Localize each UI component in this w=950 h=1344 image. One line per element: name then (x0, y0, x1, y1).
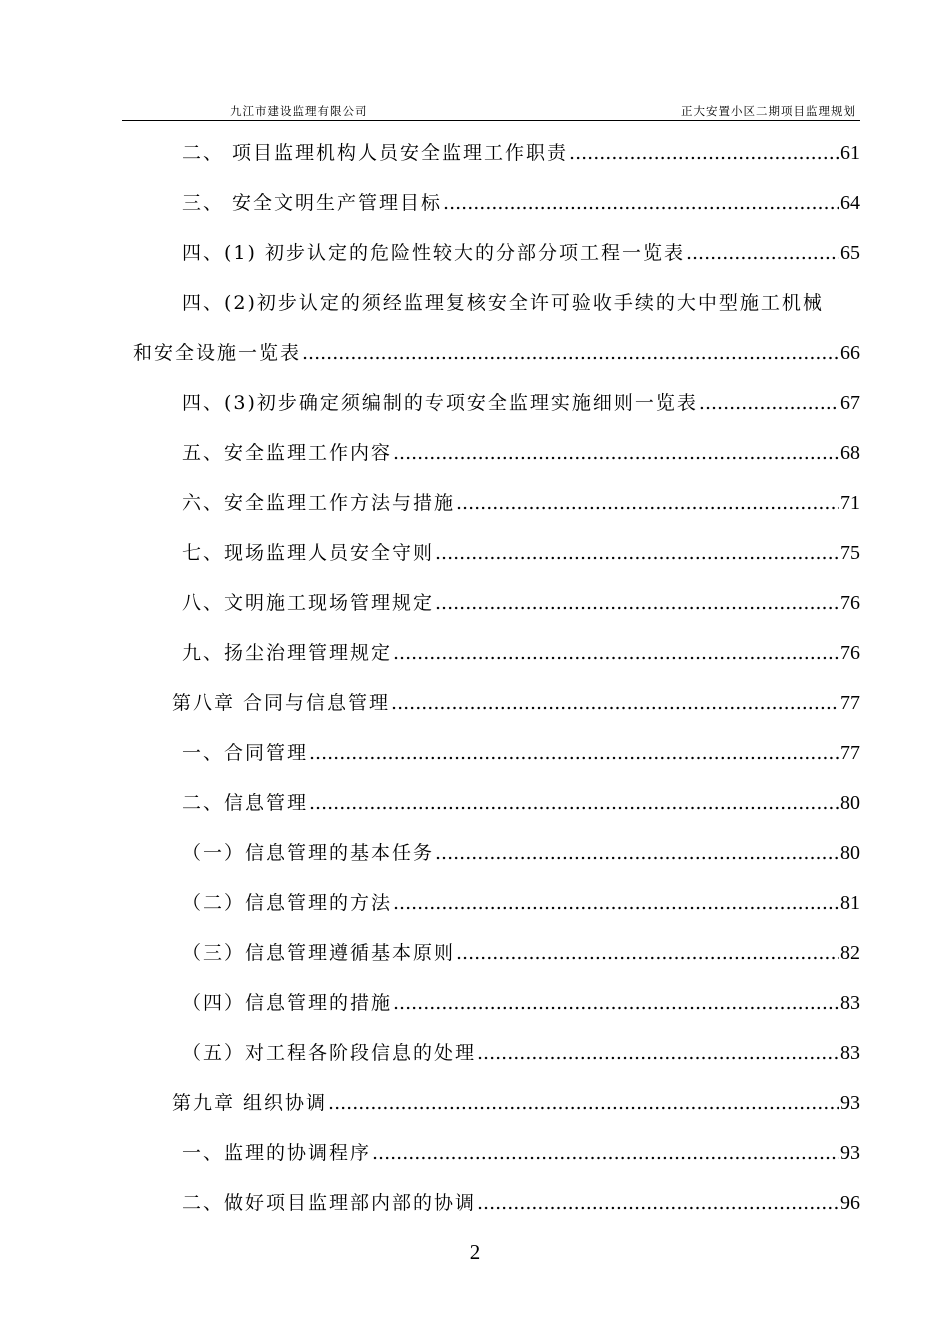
page-number: 2 (469, 1240, 481, 1264)
toc-entry[interactable] (182, 638, 860, 670)
toc-entry-page: 67 (840, 392, 860, 414)
toc-leader-dots (435, 842, 839, 864)
toc-leader-dots (391, 692, 839, 714)
toc-leader-dots (393, 892, 839, 914)
toc-entry-page: 83 (840, 992, 860, 1014)
toc-entry[interactable] (182, 1188, 860, 1220)
toc-entry-page: 71 (840, 492, 860, 514)
toc-entry-page: 93 (840, 1142, 860, 1164)
toc-entry-title: （三）信息管理遵循基本原则 (182, 942, 456, 964)
toc-entry-title-wrapped[interactable]: 四、(2)初步认定的须经监理复核安全许可验收手续的大中型施工机械 (182, 292, 824, 314)
toc-entry-title: 二、信息管理 (182, 792, 309, 814)
header-document-title: 正大安置小区二期项目监理规划 (681, 104, 856, 118)
toc-entry-title: 九、扬尘治理管理规定 (182, 642, 393, 664)
toc-leader-dots (393, 642, 839, 664)
header-company: 九江市建设监理有限公司 (230, 104, 368, 118)
toc-entry[interactable] (182, 838, 860, 870)
toc-entry-page: 76 (840, 642, 860, 664)
toc-leader-dots (456, 942, 839, 964)
toc-entry[interactable] (182, 138, 860, 170)
toc-leader-dots (435, 592, 839, 614)
toc-entry-title: 二、做好项目监理部内部的协调 (182, 1192, 477, 1214)
toc-entry-title: （四）信息管理的措施 (182, 992, 393, 1014)
toc-leader-dots (456, 492, 839, 514)
toc-entry-title: 七、现场监理人员安全守则 (182, 542, 435, 564)
toc-entry-page: 81 (840, 892, 860, 914)
toc-entry-page: 66 (840, 342, 860, 364)
toc-entry-title: 一、监理的协调程序 (182, 1142, 372, 1164)
toc-entry-title: 六、安全监理工作方法与措施 (182, 492, 456, 514)
toc-entry-title: （二）信息管理的方法 (182, 892, 393, 914)
toc-entry-page: 82 (840, 942, 860, 964)
toc-entry-page: 61 (840, 142, 860, 164)
toc-leader-dots (699, 392, 839, 414)
toc-entry-title: 三、 安全文明生产管理目标 (182, 192, 443, 214)
toc-entry-title: 五、安全监理工作内容 (182, 442, 393, 464)
toc-entry[interactable] (182, 388, 860, 420)
toc-entry[interactable] (182, 738, 860, 770)
toc-entry[interactable] (182, 188, 860, 220)
toc-leader-dots (372, 1142, 839, 1164)
toc-entry-title: 和安全设施一览表 (133, 342, 302, 364)
toc-entry-title: 二、 项目监理机构人员安全监理工作职责 (182, 142, 569, 164)
toc-entry-page: 93 (840, 1092, 860, 1114)
toc-chapter-entry[interactable] (172, 688, 860, 720)
toc-entry[interactable] (182, 1038, 860, 1070)
toc-leader-dots (393, 442, 839, 464)
toc-entry-page: 80 (840, 792, 860, 814)
toc-entry-page: 96 (840, 1192, 860, 1214)
toc-entry-title: 第九章 组织协调 (172, 1092, 328, 1114)
toc-entry-page: 83 (840, 1042, 860, 1064)
toc-entry[interactable] (182, 538, 860, 570)
toc-entry[interactable] (182, 888, 860, 920)
toc-leader-dots (393, 992, 839, 1014)
toc-entry-page: 68 (840, 442, 860, 464)
page-header (122, 100, 860, 121)
toc-entry-title: 四、(1) 初步认定的危险性较大的分部分项工程一览表 (182, 242, 685, 264)
toc-leader-dots (302, 342, 839, 364)
toc-entry-page: 64 (840, 192, 860, 214)
toc-entry-title: 八、文明施工现场管理规定 (182, 592, 435, 614)
toc-entry-title: （五）对工程各阶段信息的处理 (182, 1042, 477, 1064)
toc-entry[interactable] (182, 238, 860, 270)
toc-entry-page: 77 (840, 742, 860, 764)
toc-entry-page: 65 (840, 242, 860, 264)
toc-leader-dots (435, 542, 839, 564)
toc-leader-dots (569, 142, 839, 164)
toc-leader-dots (477, 1042, 839, 1064)
toc-entry[interactable] (182, 988, 860, 1020)
toc-entry-page: 80 (840, 842, 860, 864)
toc-entry[interactable] (182, 938, 860, 970)
toc-chapter-entry[interactable] (172, 1088, 860, 1120)
toc-leader-dots (443, 192, 839, 214)
toc-entry[interactable] (182, 488, 860, 520)
toc-entry[interactable] (182, 438, 860, 470)
toc-leader-dots (686, 242, 839, 264)
toc-entry-page: 77 (840, 692, 860, 714)
toc-entry[interactable] (182, 1138, 860, 1170)
toc-leader-dots (477, 1192, 839, 1214)
toc-entry-title: （一）信息管理的基本任务 (182, 842, 435, 864)
toc-entry[interactable] (182, 788, 860, 820)
toc-leader-dots (328, 1092, 839, 1114)
toc-leader-dots (309, 742, 839, 764)
toc-entry[interactable] (182, 588, 860, 620)
toc-leader-dots (309, 792, 839, 814)
toc-entry-page: 76 (840, 592, 860, 614)
toc-entry[interactable] (133, 338, 860, 370)
toc-entry-title: 第八章 合同与信息管理 (172, 692, 391, 714)
toc-entry-title: 四、(3)初步确定须编制的专项安全监理实施细则一览表 (182, 392, 698, 414)
toc-entry-page: 75 (840, 542, 860, 564)
toc-entry-title: 一、合同管理 (182, 742, 309, 764)
